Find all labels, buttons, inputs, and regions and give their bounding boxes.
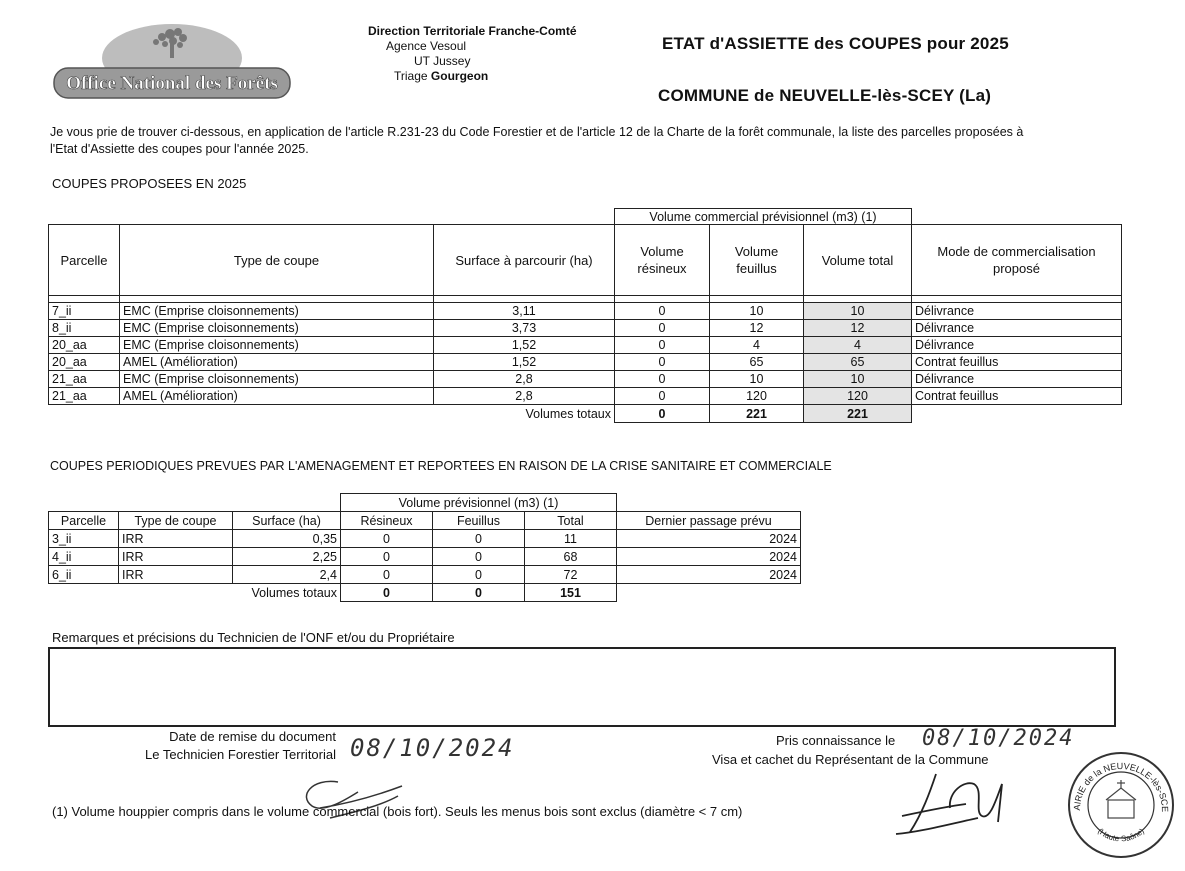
col-header-type: Type de coupe: [120, 225, 434, 296]
handwritten-date-pris: 08/10/2024: [922, 726, 1075, 751]
table-row: 7_ii EMC (Emprise cloisonnements) 3,11 0 10 10 Délivrance: [49, 303, 1122, 320]
totals-label: Volumes totaux: [525, 406, 611, 421]
volume-previsionnel-header: Volume prévisionnel (m3) (1): [341, 494, 617, 512]
ut-name: UT Jussey: [414, 54, 471, 68]
col-header-resineux: Volume résineux: [615, 225, 710, 296]
direction-block: [340, 24, 620, 84]
section-title-proposees: COUPES PROPOSEES EN 2025: [52, 176, 247, 191]
coupes-proposees-table: [48, 208, 1122, 423]
col-header-surface: Surface à parcourir (ha): [434, 225, 615, 296]
totals-label: Volumes totaux: [251, 585, 337, 600]
triage-name: Gourgeon: [430, 69, 489, 83]
visa-label: Visa et cachet du Représentant de la Commune: [712, 752, 989, 767]
table-row: 3_ii IRR 0,35 0 0 11 2024: [49, 530, 801, 548]
direction-name: Direction Territoriale Franche-Comté: [368, 24, 577, 38]
agence-name: Agence Vesoul: [386, 39, 467, 53]
svg-text:(Haute Saône): (Haute Saône): [1096, 826, 1146, 844]
svg-text:Office National des Forêts: Office National des Forêts: [66, 73, 278, 94]
col-header-parcelle: Parcelle: [49, 225, 120, 296]
intro-paragraph: [50, 124, 1150, 158]
col-header-surface: Surface (ha): [233, 512, 341, 530]
section-title-periodiques: COUPES PERIODIQUES PREVUES PAR L'AMENAGEMENT ET REPORTEES EN RAISON DE LA CRISE SANITAIRE ET COMMERCIALE: [50, 459, 832, 473]
table-row: 21_aa EMC (Emprise cloisonnements) 2,8 0 10 10 Délivrance: [49, 371, 1122, 388]
table-row: 20_aa AMEL (Amélioration) 1,52 0 65 65 Contrat feuillus: [49, 354, 1122, 371]
commune-signature: [890, 770, 1030, 840]
date-remise-label: Date de remise du document: [169, 729, 336, 744]
col-header-resineux: Résineux: [341, 512, 433, 530]
remarks-label: Remarques et précisions du Technicien de l'ONF et/ou du Propriétaire: [52, 630, 455, 645]
table-row: 21_aa AMEL (Amélioration) 2,8 0 120 120 Contrat feuillus: [49, 388, 1122, 405]
pris-connaissance-label: Pris connaissance le: [776, 733, 896, 748]
mairie-stamp: [1066, 750, 1176, 860]
technicien-label: Le Technicien Forestier Territorial: [145, 747, 336, 762]
col-header-parcelle: Parcelle: [49, 512, 119, 530]
triage-label: Triage: [394, 69, 428, 83]
technicien-signature: [290, 768, 410, 828]
table-row: 20_aa EMC (Emprise cloisonnements) 1,52 0 4 4 Délivrance: [49, 337, 1122, 354]
col-header-dernier: Dernier passage prévu: [617, 512, 801, 530]
totals-row: Volumes totaux 0 0 151: [49, 584, 801, 602]
col-header-feuillus: Volume feuillus: [710, 225, 804, 296]
footnote: (1) Volume houppier compris dans le volume commercial (bois fort). Seuls les menus bois sont exclus (diamètre < 7 cm): [52, 804, 743, 819]
col-header-type: Type de coupe: [119, 512, 233, 530]
date-remise-block: [100, 728, 336, 764]
col-header-total: Total: [525, 512, 617, 530]
table-row: 6_ii IRR 2,4 0 0 72 2024: [49, 566, 801, 584]
table-row: 4_ii IRR 2,25 0 0 68 2024: [49, 548, 801, 566]
volume-group-header: Volume commercial prévisionnel (m3) (1): [615, 209, 912, 225]
col-header-total: Volume total: [804, 225, 912, 296]
intro-line-1: Je vous prie de trouver ci-dessous, en application de l'article R.231-23 du Code Forestier et de l'article 12 de la Charte de la forêt communale, la liste des parcelles proposées à: [50, 125, 1024, 139]
document-title: ETAT d'ASSIETTE des COUPES pour 2025: [662, 34, 1009, 53]
coupes-periodiques-table: [48, 493, 801, 602]
onf-logo: [52, 20, 292, 102]
commune-title: COMMUNE de NEUVELLE-lès-SCEY (La): [658, 86, 992, 105]
col-header-feuillus: Feuillus: [433, 512, 525, 530]
svg-text:MAIRIE de la NEUVELLE-lès-SCEY: AIRIE de la NEUVELLE-lès-SCE: [1071, 760, 1171, 813]
col-header-mode: Mode de commercialisation proposé: [912, 225, 1122, 296]
table-row: 8_ii EMC (Emprise cloisonnements) 3,73 0 12 12 Délivrance: [49, 320, 1122, 337]
handwritten-date-remise: 08/10/2024: [350, 734, 515, 762]
intro-line-2: l'Etat d'Assiette des coupes pour l'année 2025.: [50, 142, 309, 156]
totals-row: Volumes totaux 0 221 221: [49, 405, 1122, 423]
remarks-box: [48, 647, 1116, 727]
triage-line: [340, 69, 620, 84]
